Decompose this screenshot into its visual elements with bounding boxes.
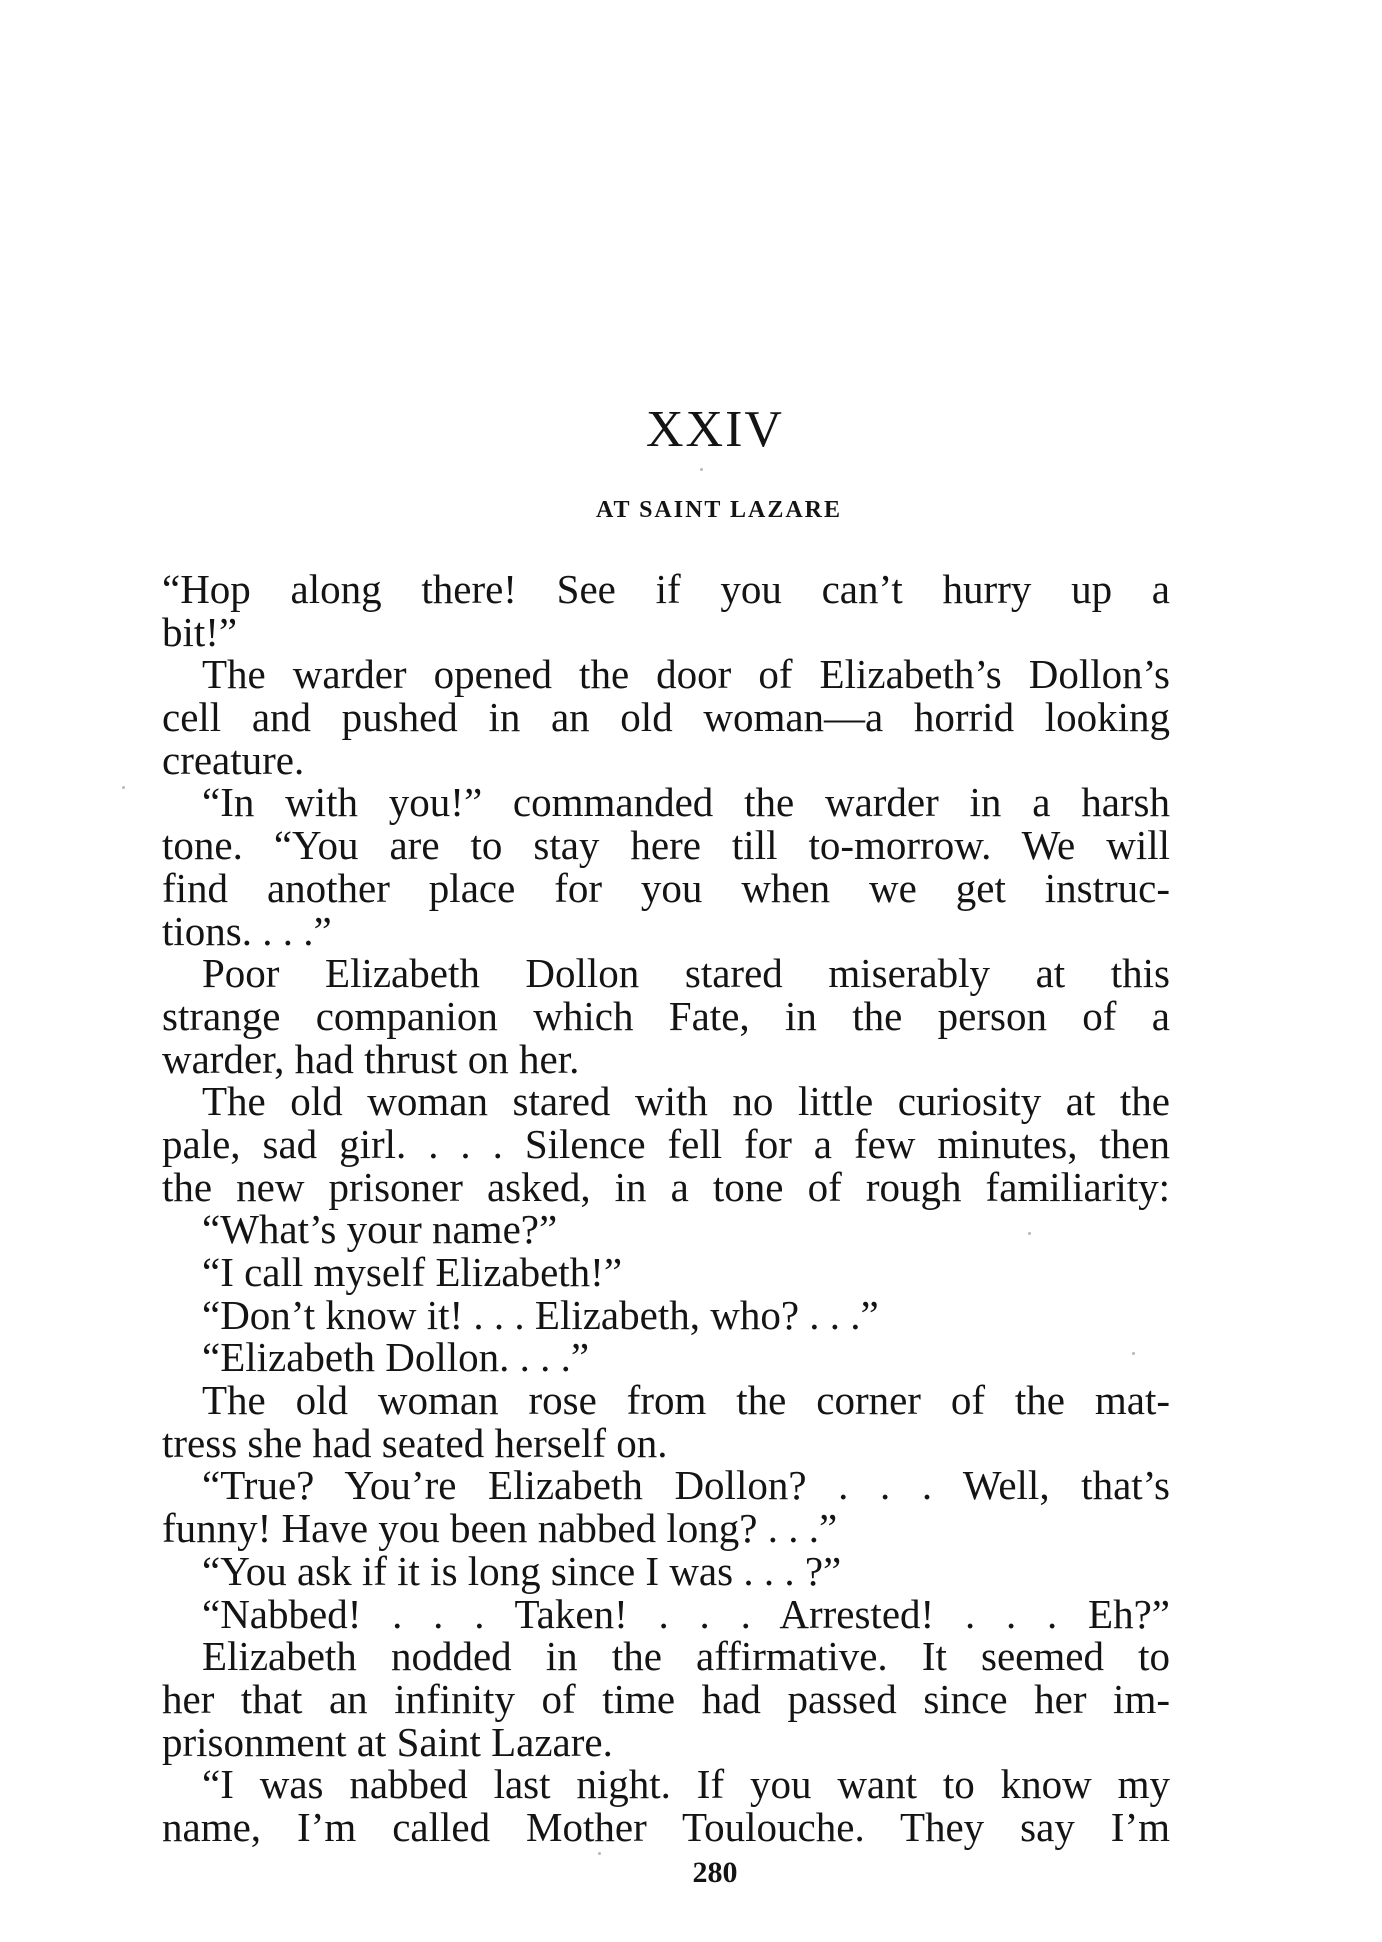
- text-line: “Elizabeth Dollon. . . .”: [202, 1334, 590, 1381]
- text-line: “I was nabbed last night. If you want to know my: [202, 1761, 1170, 1808]
- text-line: name, I’m called Mother Toulouche. They say I’m: [162, 1803, 1170, 1850]
- text-line: “Nabbed! . . . Taken! . . . Arrested! . . . Eh?”: [202, 1590, 1170, 1637]
- paper-speck: [1028, 1232, 1031, 1235]
- page-number: 280: [692, 1856, 738, 1889]
- text-line: “You ask if it is long since I was . . . ?”: [202, 1547, 842, 1594]
- chapter-text: [162, 568, 1170, 1849]
- text-line: Poor Elizabeth Dollon stared miserably at this: [202, 950, 1170, 997]
- text-line: The old woman stared with no little curiosity at the: [202, 1078, 1170, 1125]
- text-line: “Hop along there! See if you can’t hurry up a: [162, 566, 1170, 612]
- text-line: tone. “You are to stay here till to-morrow. We will: [162, 822, 1170, 869]
- text-line: The warder opened the door of Elizabeth’s Dollon’s: [202, 651, 1170, 698]
- text-line: “I call myself Elizabeth!”: [202, 1249, 623, 1295]
- text-line: “True? You’re Elizabeth Dollon? . . . Well, that’s: [202, 1462, 1170, 1509]
- text-line: strange companion which Fate, in the person of a: [162, 992, 1170, 1039]
- text-line: Elizabeth nodded in the affirmative. It seemed to: [202, 1633, 1170, 1680]
- chapter-title: AT SAINT LAZARE: [595, 497, 843, 523]
- text-line: The old woman rose from the corner of the mat-: [202, 1377, 1170, 1424]
- text-line: “Don’t know it! . . . Elizabeth, who? . . .”: [202, 1291, 879, 1338]
- text-line: pale, sad girl. . . . Silence fell for a few minutes, then: [162, 1120, 1170, 1167]
- text-line: tions. . . .”: [162, 907, 332, 954]
- text-line: tress she had seated herself on.: [162, 1419, 668, 1466]
- text-line: bit!”: [162, 608, 238, 655]
- text-line: find another place for you when we get instruc-: [162, 864, 1170, 911]
- paper-speck: [598, 1852, 601, 1855]
- text-line: funny! Have you been nabbed long? . . .”: [162, 1505, 838, 1552]
- text-line: the new prisoner asked, in a tone of rough familiarity:: [162, 1163, 1170, 1210]
- paper-speck: [122, 786, 125, 789]
- text-line: warder, had thrust on her.: [162, 1035, 580, 1082]
- text-line: “In with you!” commanded the warder in a harsh: [202, 779, 1170, 826]
- text-line: “What’s your name?”: [202, 1206, 558, 1253]
- text-line: her that an infinity of time had passed since her im-: [162, 1675, 1170, 1722]
- chapter-number: XXIV: [646, 401, 784, 458]
- text-line: prisonment at Saint Lazare.: [162, 1718, 613, 1765]
- paper-speck: [700, 468, 703, 471]
- text-line: creature.: [162, 736, 305, 783]
- text-line: cell and pushed in an old woman—a horrid looking: [162, 694, 1170, 741]
- paper-speck: [1132, 1352, 1135, 1355]
